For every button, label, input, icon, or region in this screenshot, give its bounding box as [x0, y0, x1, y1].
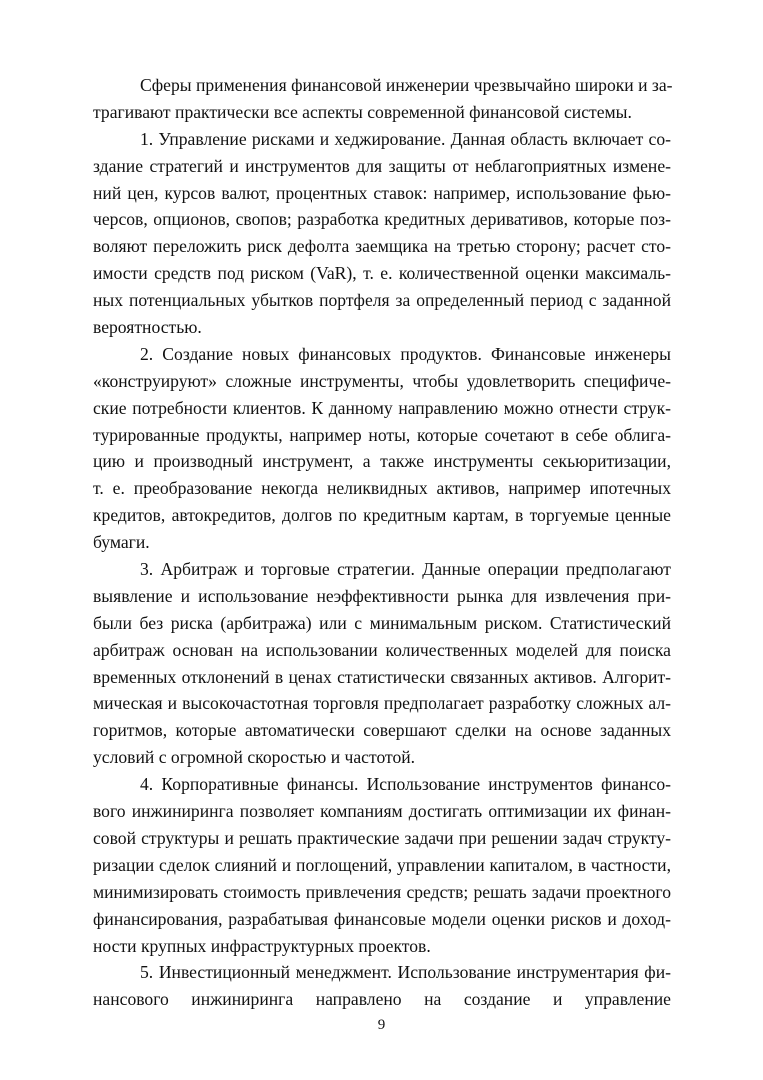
- text-line: ных потенциальных убытков портфеля за определенный период с заданной: [93, 290, 671, 311]
- text-line: совой структуры и решать практические задачи при решении задач структу-: [93, 827, 671, 848]
- text-line: турированные продукты, например ноты, которые сочетают в себе облига-: [93, 424, 671, 445]
- text-line: бумаги.: [93, 532, 150, 553]
- text-line: 2. Создание новых финансовых продуктов. Финансовые инженеры: [140, 343, 671, 364]
- text-line: черсов, опционов, свопов; разработка кредитных деривативов, которые поз-: [93, 209, 671, 230]
- text-line: Сферы применения финансовой инженерии чрезвычайно широки и за-: [140, 75, 673, 95]
- text-line: мическая и высокочастотная торговля предполагает разработку сложных ал-: [93, 693, 671, 714]
- text-line: воляют переложить риск дефолта заемщика на третью сторону; расчет сто-: [93, 236, 671, 257]
- text-line: вероятностью.: [93, 317, 202, 338]
- page-number: 9: [377, 1017, 386, 1033]
- text-line: были без риска (арбитража) или с минимальным риском. Статистический: [93, 612, 671, 633]
- text-line: минимизировать стоимость привлечения средств; решать задачи проектного: [93, 881, 671, 902]
- text-line: нансового инжиниринга направлено на создание и управление: [93, 989, 671, 1010]
- text-line: временных отклонений в ценах статистически связанных активов. Алгорит-: [93, 666, 671, 687]
- text-line: трагивают практически все аспекты современной финансовой системы.: [93, 101, 632, 122]
- text-line: имости средств под риском (VaR), т. е. количественной оценки максималь-: [93, 263, 671, 284]
- text-line: ские потребности клиентов. К данному направлению можно отнести струк-: [93, 397, 671, 418]
- text-line: кредитов, автокредитов, долгов по кредитным картам, в торгуемые ценные: [93, 505, 671, 526]
- text-line: 5. Инвестиционный менеджмент. Использование инструментария фи-: [140, 962, 671, 983]
- text-line: условий с огромной скоростью и частотой.: [93, 747, 416, 768]
- text-line: вого инжиниринга позволяет компаниям достигать оптимизации их финан-: [93, 801, 671, 822]
- text-line: финансирования, разрабатывая финансовые модели оценки рисков и доход-: [93, 908, 671, 929]
- text-line: ризации сделок слияний и поглощений, управлении капиталом, в частности,: [93, 854, 671, 875]
- text-line: горитмов, которые автоматически совершают сделки на основе заданных: [93, 720, 671, 741]
- text-line: т. е. преобразование некогда неликвидных активов, например ипотечных: [93, 478, 671, 499]
- text-line: арбитраж основан на использовании количественных моделей для поиска: [93, 639, 671, 660]
- text-line: ности крупных инфраструктурных проектов.: [93, 935, 431, 956]
- text-line: «конструируют» сложные инструменты, чтобы удовлетворить специфиче-: [93, 370, 671, 391]
- text-line: 1. Управление рисками и хеджирование. Данная область включает со-: [140, 128, 671, 149]
- text-line: выявление и использование неэффективности рынка для извлечения при-: [93, 585, 671, 606]
- text-line: ний цен, курсов валют, процентных ставок: например, использование фью-: [93, 182, 671, 203]
- text-line: 3. Арбитраж и торговые стратегии. Данные операции предполагают: [140, 559, 671, 580]
- body-text: [93, 72, 671, 1013]
- text-line: здание стратегий и инструментов для защиты от неблагоприятных измене-: [93, 155, 671, 176]
- text-line: 4. Корпоративные финансы. Использование инструментов финансо-: [140, 774, 671, 795]
- text-line: цию и производный инструмент, а также инструменты секьюритизации,: [93, 451, 671, 472]
